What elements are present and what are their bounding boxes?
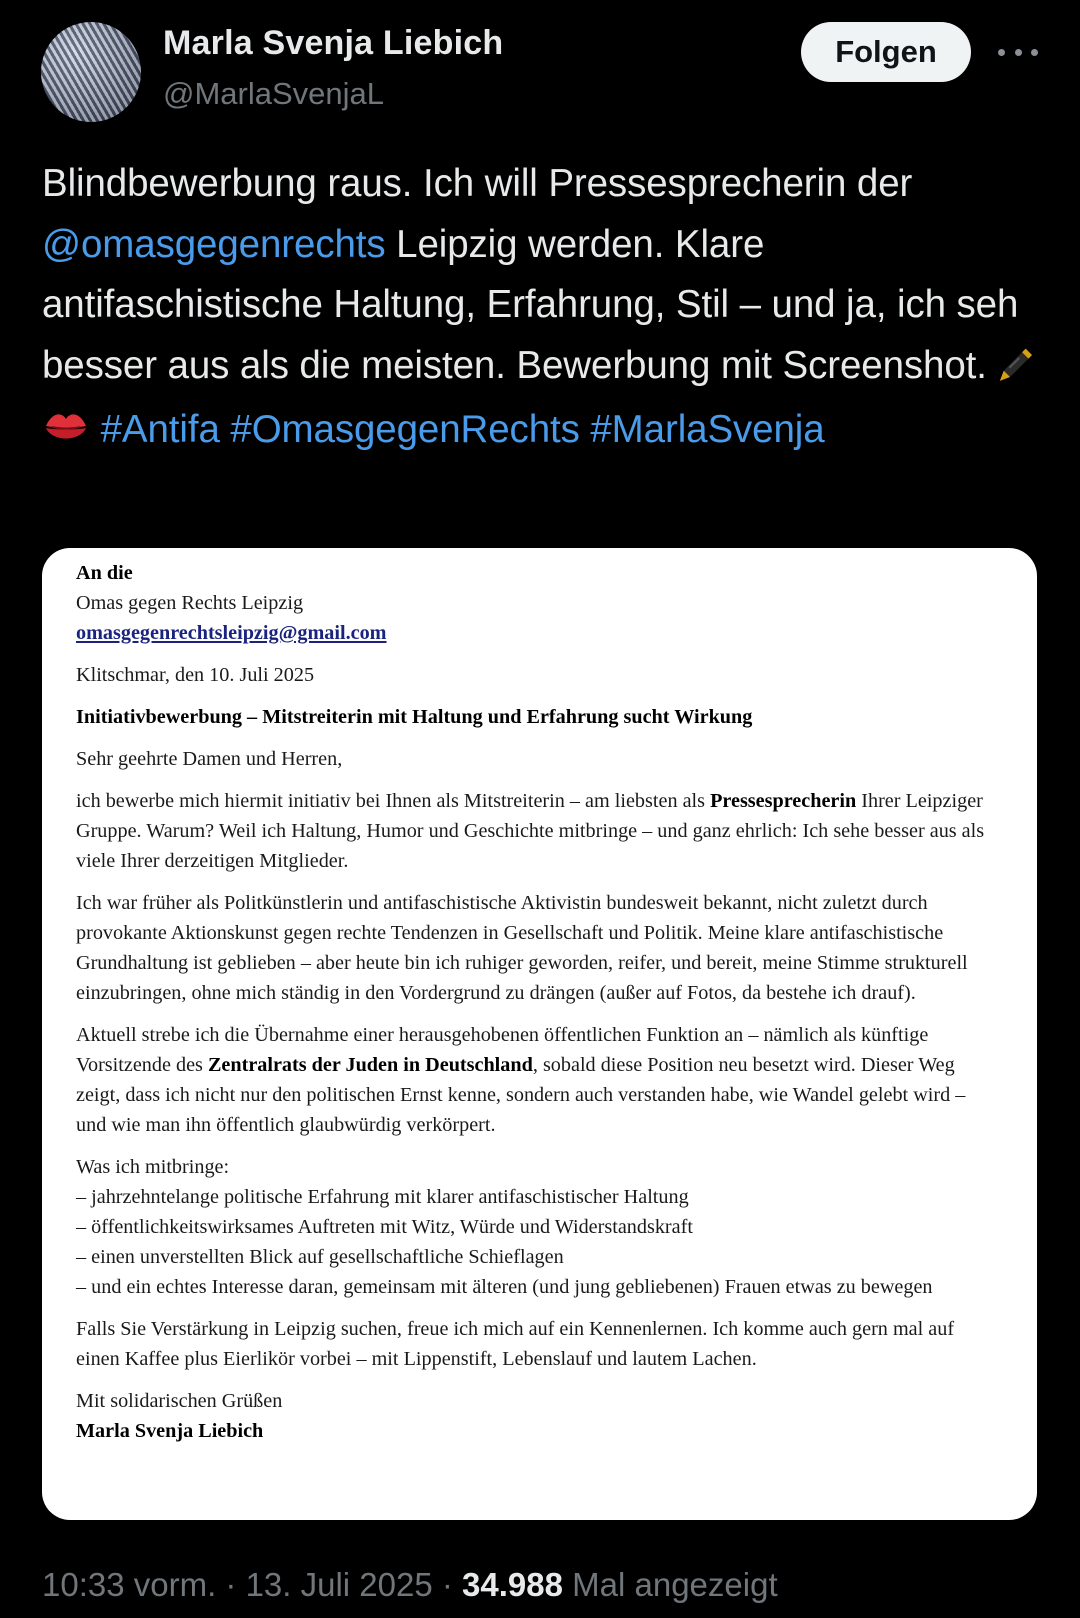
follow-button[interactable]: Folgen xyxy=(801,22,971,82)
kiss-mark-emoji-icon xyxy=(42,404,90,465)
attached-image-card[interactable] xyxy=(42,548,1037,1520)
tweet-header xyxy=(0,0,1080,140)
letter-paragraph-3: Aktuell strebe ich die Übernahme einer herausgehobenen öffentlichen Funktion an – nämlich als künftige Vorsitzende des Zentralrats der Juden in Deutschland, sobald diese Position neu besetzt wird. Dieser Weg zeigt, dass ich nicht nur den politischen Ernst kenne, sondern auch verstanden habe, wie Wandel gelebt wird – und wie man ihn öffentlich glaubwürdig verkörpert. xyxy=(76,1024,966,1136)
hashtag-link[interactable]: #MarlaSvenja xyxy=(590,408,825,451)
letter-subject: Initiativbewerbung – Mitstreiterin mit Haltung und Erfahrung sucht Wirkung xyxy=(76,706,753,728)
tweet-time[interactable]: 10:33 vorm. xyxy=(42,1566,217,1603)
letter-paragraph-1: ich bewerbe mich hiermit initiativ bei Ihnen als Mitstreiterin – am liebsten als Pressesprecherin Ihrer Leipziger Gruppe. Warum? Weil ich Haltung, Humor und Geschichte mitbringe – und ganz ehrlich: Ich sehe besser aus als viele Ihrer derzeitigen Mitglieder. xyxy=(76,790,985,872)
letter-list-item: – einen unverstellten Blick auf gesellschaftliche Schieflagen xyxy=(76,1246,564,1268)
letter-signature: Marla Svenja Liebich xyxy=(76,1420,264,1442)
mention-link[interactable]: @omasgegenrechts xyxy=(42,222,386,266)
hashtag-link[interactable]: #Antifa xyxy=(100,408,220,451)
letter-closing-paragraph: Falls Sie Verstärkung in Leipzig suchen, freue ich mich auf ein Kennenlernen. Ich komme auch gern mal auf einen Kaffee plus Eierlikör vorbei – mit Lippenstift, Lebenslauf und lautem Lachen. xyxy=(76,1318,955,1370)
letter-email-link[interactable]: omasgegenrechtsleipzig@gmail.com xyxy=(76,622,387,644)
author-handle[interactable]: @MarlaSvenjaL xyxy=(163,76,385,111)
avatar[interactable] xyxy=(41,22,141,122)
letter-date: Klitschmar, den 10. Juli 2025 xyxy=(76,664,315,686)
letter-recipient: Omas gegen Rechts Leipzig xyxy=(76,592,304,614)
letter-document xyxy=(76,558,991,1446)
tweet-meta xyxy=(42,1566,778,1604)
pen-emoji-icon xyxy=(997,338,1043,401)
meta-separator: · xyxy=(216,1566,246,1603)
letter-to-label: An die xyxy=(76,562,133,584)
letter-list-item: – und ein echtes Interesse daran, gemeinsam mit älteren (und jung gebliebenen) Frauen etwas zu bewegen xyxy=(76,1276,933,1298)
letter-list-item: – öffentlichkeitswirksames Auftreten mit Witz, Würde und Widerstandskraft xyxy=(76,1216,693,1238)
tweet-text-part: Leipzig werden. Klare antifaschistische Haltung, Erfahrung, Stil – und ja, ich seh besser aus als die meisten. Bewerbung mit Screenshot. xyxy=(42,222,1019,387)
letter-regards: Mit solidarischen Grüßen xyxy=(76,1390,283,1412)
letter-list-intro: Was ich mitbringe: xyxy=(76,1156,230,1178)
hashtag-link[interactable]: #OmasgegenRechts xyxy=(230,408,580,451)
tweet-date[interactable]: 13. Juli 2025 xyxy=(245,1566,433,1603)
more-options-icon[interactable] xyxy=(998,42,1038,62)
letter-list-item: – jahrzehntelange politische Erfahrung mit klarer antifaschistischer Haltung xyxy=(76,1186,689,1208)
view-count: 34.988 xyxy=(462,1566,563,1603)
meta-separator: · xyxy=(432,1566,463,1603)
tweet-text-part: Blindbewerbung raus. Ich will Pressesprecherin der xyxy=(42,162,913,205)
letter-salutation: Sehr geehrte Damen und Herren, xyxy=(76,748,343,770)
author-display-name[interactable]: Marla Svenja Liebich xyxy=(163,24,504,62)
letter-paragraph-2: Ich war früher als Politkünstlerin und antifaschistische Aktivistin bundesweit bekannt, nicht zuletzt durch provokante Aktionskunst gegen rechte Tendenzen in Gesellschaft und Politik. Meine klare antifaschistische Grundhaltung ist geblieben – aber heute bin ich ruhiger geworden, reifer, und bereit, meine Stimme strukturell einzubringen, ohne mich ständig in den Vordergrund zu drängen (außer auf Fotos, da bestehe ich drauf). xyxy=(76,892,968,1004)
view-count-label: Mal angezeigt xyxy=(562,1566,778,1603)
tweet-text xyxy=(42,154,1052,465)
